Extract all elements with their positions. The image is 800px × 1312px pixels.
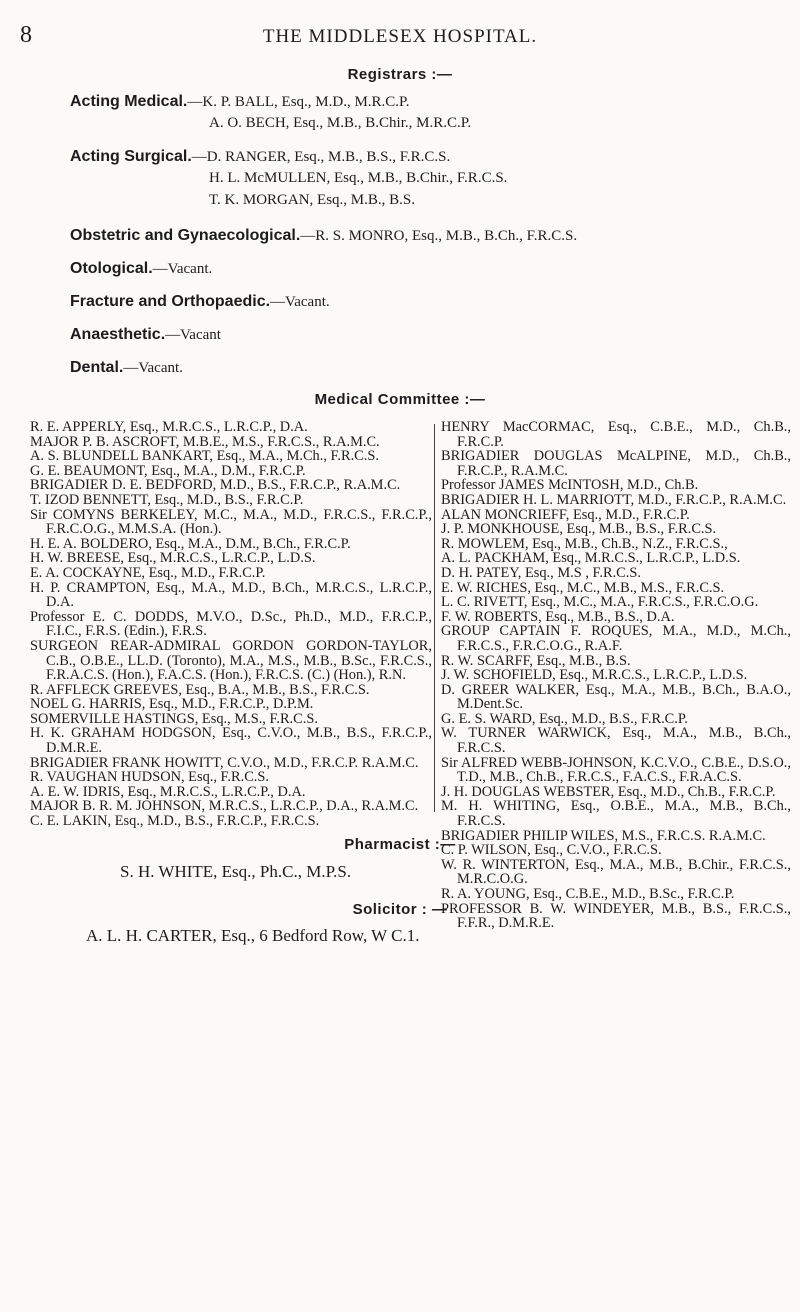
- section-label: Acting Surgical.: [70, 148, 192, 165]
- committee-member: BRIGADIER DOUGLAS McALPINE, M.D., Ch.B., F.R.C.P., R.A.M.C.: [441, 448, 791, 479]
- section-label: Dental.: [70, 359, 124, 376]
- registrar-line: T. K. MORGAN, Esq., M.B., B.S.: [209, 192, 415, 208]
- committee-member: PROFESSOR B. W. WINDEYER, M.B., B.S., F.R.C.S., F.F.R., D.M.R.E.: [441, 900, 791, 932]
- registrar-acting-surgical: Acting Surgical.—D. RANGER, Esq., M.B., B.S., F.R.C.S.: [70, 148, 451, 165]
- registrar-dental: Dental.—Vacant.: [70, 359, 183, 376]
- committee-member: Professor JAMES McINTOSH, M.D., Ch.B.: [441, 477, 699, 494]
- committee-member: T. IZOD BENNETT, Esq., M.D., B.S., F.R.C.P.: [30, 491, 304, 508]
- committee-member: H. E. A. BOLDERO, Esq., M.A., D.M., B.Ch., F.R.C.P.: [30, 535, 351, 552]
- committee-member: D. GREER WALKER, Esq., M.A., M.B., B.Ch., B.A.O., M.Dent.Sc.: [441, 681, 791, 713]
- medical-committee-heading: Medical Committee :—: [314, 391, 486, 408]
- committee-left-column: [30, 420, 432, 829]
- pharmacist-name: S. H. WHITE, Esq., Ph.C., M.P.S.: [120, 862, 352, 881]
- committee-member: BRIGADIER PHILIP WILES, M.S., F.R.C.S. R.A.M.C.: [441, 827, 766, 844]
- committee-member: G. E. BEAUMONT, Esq., M.A., D.M., F.R.C.P.: [30, 462, 306, 479]
- committee-member: R. MOWLEM, Esq., M.B., Ch.B., N.Z., F.R.C.S.,: [441, 535, 728, 552]
- committee-member: A. S. BLUNDELL BANKART, Esq., M.A., M.Ch., F.R.C.S.: [30, 448, 379, 465]
- committee-member: BRIGADIER H. L. MARRIOTT, M.D., F.R.C.P., R.A.M.C.: [441, 491, 787, 508]
- registrar-anaesthetic: Anaesthetic.—Vacant: [70, 326, 221, 343]
- committee-right-column: [441, 420, 791, 931]
- committee-member: W. TURNER WARWICK, Esq., M.A., M.B., B.Ch., F.R.C.S.: [441, 725, 791, 757]
- committee-member: J. W. SCHOFIELD, Esq., M.R.C.S., L.R.C.P., L.D.S.: [441, 667, 748, 684]
- committee-member: E. W. RICHES, Esq., M.C., M.B., M.S., F.R.C.S.: [441, 579, 725, 596]
- committee-member: E. A. COCKAYNE, Esq., M.D., F.R.C.P.: [30, 564, 266, 581]
- committee-member: M. H. WHITING, Esq., O.B.E., M.A., M.B., B.Ch., F.R.C.S.: [441, 798, 791, 830]
- committee-member: GROUP CAPTAIN F. ROQUES, M.A., M.D., M.Ch., F.R.C.S., F.R.C.O.G., R.A.F.: [441, 623, 791, 654]
- section-label: Fracture and Orthopaedic.: [70, 293, 271, 310]
- committee-member: R. E. APPERLY, Esq., M.R.C.S., L.R.C.P., D.A.: [30, 419, 308, 435]
- committee-member: R. A. YOUNG, Esq., C.B.E., M.D., B.Sc., F.R.C.P.: [441, 886, 735, 902]
- committee-member: W. R. WINTERTON, Esq., M.A., M.B., B.Chir., F.R.C.S., M.R.C.O.G.: [441, 856, 791, 888]
- committee-member: J. H. DOUGLAS WEBSTER, Esq., M.D., Ch.B., F.R.C.P.: [441, 783, 776, 800]
- committee-member: SOMERVILLE HASTINGS, Esq., M.S., F.R.C.S.: [30, 710, 318, 727]
- committee-member: NOEL G. HARRIS, Esq., M.D., F.R.C.P., D.P.M.: [30, 696, 314, 713]
- committee-member: BRIGADIER D. E. BEDFORD, M.D., B.S., F.R.C.P., R.A.M.C.: [30, 477, 401, 494]
- committee-member: R. VAUGHAN HUDSON, Esq., F.R.C.S.: [30, 769, 270, 786]
- committee-member: C. E. LAKIN, Esq., M.D., B.S., F.R.C.P., F.R.C.S.: [30, 813, 320, 830]
- committee-member: J. P. MONKHOUSE, Esq., M.B., B.S., F.R.C.S.: [441, 521, 717, 538]
- committee-member: Sir ALFRED WEBB-JOHNSON, K.C.V.O., C.B.E., D.S.O., T.D., M.B., Ch.B., F.R.C.S., F.A.C.S., F.R.A.C.S.: [441, 754, 791, 786]
- section-label: Obstetric and Gynaecological.: [70, 227, 301, 244]
- registrar-obstetric: Obstetric and Gynaecological.—R. S. MONRO, Esq., M.B., B.Ch., F.R.C.S.: [70, 227, 578, 244]
- committee-member: ALAN MONCRIEFF, Esq., M.D., F.R.C.P.: [441, 506, 690, 523]
- committee-member: Professor E. C. DODDS, M.V.O., D.Sc., Ph.D., M.D., F.R.C.P., F.I.C., F.R.S. (Edin.), F.R.S.: [30, 608, 432, 640]
- committee-member: HENRY MacCORMAC, Esq., C.B.E., M.D., Ch.B., F.R.C.P.: [441, 419, 791, 450]
- page-number: 8: [20, 22, 32, 48]
- committee-member: C. P. WILSON, Esq., C.V.O., F.R.C.S.: [441, 842, 662, 859]
- committee-member: H. W. BREESE, Esq., M.R.C.S., L.R.C.P., L.D.S.: [30, 550, 316, 567]
- running-head: THE MIDDLESEX HOSPITAL.: [262, 26, 538, 47]
- registrar-line: A. O. BECH, Esq., M.B., B.Chir., M.R.C.P.: [209, 115, 472, 131]
- section-label: Acting Medical.: [70, 93, 188, 110]
- committee-member: H. K. GRAHAM HODGSON, Esq., C.V.O., M.B., B.S., F.R.C.P., D.M.R.E.: [30, 725, 432, 757]
- committee-member: BRIGADIER FRANK HOWITT, C.V.O., M.D., F.R.C.P. R.A.M.C.: [30, 754, 419, 771]
- solicitor-name: A. L. H. CARTER, Esq., 6 Bedford Row, W C.1.: [86, 926, 420, 945]
- committee-member: H. P. CRAMPTON, Esq., M.A., M.D., B.Ch., M.R.C.S., L.R.C.P., D.A.: [30, 579, 432, 611]
- committee-member: Sir COMYNS BERKELEY, M.C., M.A., M.D., F.R.C.S., F.R.C.P., F.R.C.O.G., M.M.S.A. (Hon.).: [30, 506, 432, 538]
- committee-member: MAJOR P. B. ASCROFT, M.B.E., M.S., F.R.C.S., R.A.M.C.: [30, 433, 380, 450]
- committee-member: MAJOR B. R. M. JOHNSON, M.R.C.S., L.R.C.P., D.A., R.A.M.C.: [30, 798, 419, 815]
- committee-member: L. C. RIVETT, Esq., M.C., M.A., F.R.C.S., F.R.C.O.G.: [441, 594, 759, 611]
- committee-member: A. L. PACKHAM, Esq., M.R.C.S., L.R.C.P., L.D.S.: [441, 550, 741, 567]
- registrar-otological: Otological.—Vacant.: [70, 260, 213, 277]
- committee-member: D. H. PATEY, Esq., M.S , F.R.C.S.: [441, 564, 641, 581]
- committee-member: R. W. SCARFF, Esq., M.B., B.S.: [441, 652, 631, 669]
- committee-member: R. AFFLECK GREEVES, Esq., B.A., M.B., B.S., F.R.C.S.: [30, 681, 370, 698]
- committee-member: SURGEON REAR-ADMIRAL GORDON GORDON-TAYLOR, C.B., O.B.E., LL.D. (Toronto), M.A., M.S., M.B., B.Sc., F.R.C.S., F.R.A.C.S. (Hon.), F.A.C.S. (Hon.), F.R.C.S. (C.) (Hon.), R.N.: [30, 637, 432, 684]
- committee-member: G. E. S. WARD, Esq., M.D., B.S., F.R.C.P.: [441, 710, 688, 727]
- solicitor-heading: Solicitor : —: [352, 901, 448, 918]
- pharmacist-heading: Pharmacist :—: [344, 836, 456, 853]
- registrar-acting-medical: Acting Medical.—K. P. BALL, Esq., M.D., M.R.C.P.: [70, 93, 410, 110]
- committee-member: F. W. ROBERTS, Esq., M.B., B.S., D.A.: [441, 608, 675, 625]
- section-label: Otological.: [70, 260, 153, 277]
- registrars-heading: Registrars :—: [347, 66, 453, 83]
- registrar-fracture: Fracture and Orthopaedic.—Vacant.: [70, 293, 330, 310]
- registrar-line: H. L. McMULLEN, Esq., M.B., B.Chir., F.R.C.S.: [209, 170, 508, 186]
- committee-member: A. E. W. IDRIS, Esq., M.R.C.S., L.R.C.P., D.A.: [30, 783, 306, 800]
- column-divider: [434, 424, 435, 812]
- section-label: Anaesthetic.: [70, 326, 166, 343]
